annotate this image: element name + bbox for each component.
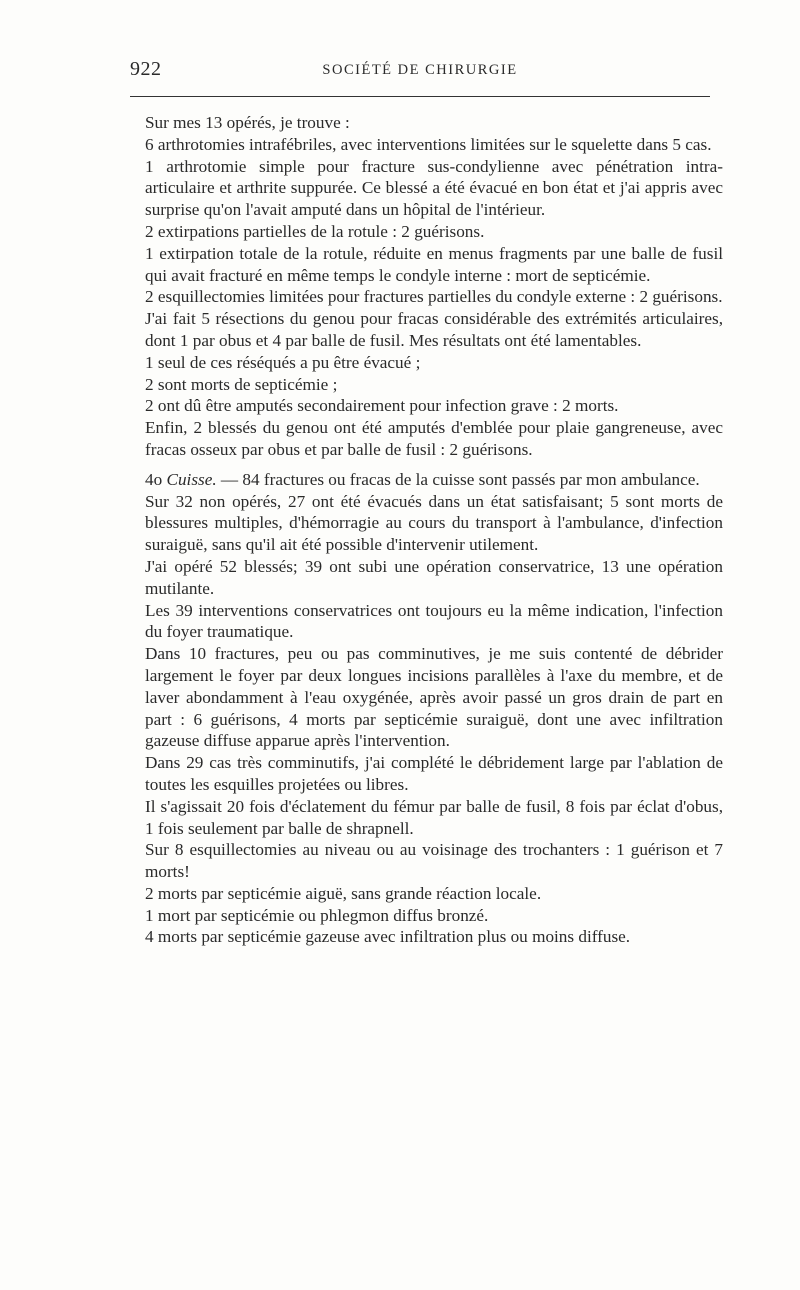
paragraph: Sur 8 esquillectomies au niveau ou au voisinage des trochanters : 1 guérison et 7 morts! xyxy=(145,840,723,882)
paragraph: 2 ont dû être amputés secondairement pour infection grave : 2 morts. xyxy=(145,396,619,416)
paragraph: 2 extirpations partielles de la rotule : 2 guérisons. xyxy=(145,221,485,241)
paragraph: Enfin, 2 blessés du genou ont été amputés d'emblée pour plaie gangreneuse, avec fracas osseux par obus et par balle de fusil : 2 guérisons. xyxy=(145,418,723,459)
paragraph: Sur mes 13 opérés, je trouve : xyxy=(145,113,350,132)
header-rule xyxy=(130,96,710,97)
paragraph: Sur 32 non opérés, 27 ont été évacués dans un état satisfaisant; 5 sont morts de blessures multiples, d'hémorragie au cours du transport à l'ambulance, d'infection suraiguë, sans qu'il ait été possible d'intervenir utilement. xyxy=(145,491,723,555)
paragraph: Dans 29 cas très comminutifs, j'ai complété le débridement large par l'ablation de toutes les esquilles projetées ou libres. xyxy=(145,753,723,794)
page-number: 922 xyxy=(130,58,162,80)
section-cuisse xyxy=(145,469,723,491)
page-header xyxy=(130,58,710,84)
paragraph: Dans 10 fractures, peu ou pas comminutives, je me suis contenté de débrider largement le foyer par deux longues incisions parallèles à l'axe du membre, et de laver abondamment à l'eau oxygénée, après avoir passé un gros drain de part en part : 6 guérisons, 4 morts par septicémie suraiguë, dont une avec infiltration gazeuse diffuse apparue après l'intervention. xyxy=(145,644,723,751)
section-text: — 84 fractures ou fracas de la cuisse sont passés par mon ambulance. xyxy=(216,469,700,489)
paragraph: Les 39 interventions conservatrices ont toujours eu la même indication, l'infection du foyer traumatique. xyxy=(145,600,723,642)
paragraph: 4 morts par septicémie gazeuse avec infiltration plus ou moins diffuse. xyxy=(145,927,631,947)
paragraph: 1 arthrotomie simple pour fracture sus-condylienne avec pénétration intra-articulaire et arthrite suppurée. Ce blessé a été évacué en bon état et j'ai appris avec surprise qu'on l'avait amputé dans un hôpital de l'intérieur. xyxy=(145,156,723,220)
section-number: 4o xyxy=(145,469,163,489)
body-text xyxy=(145,112,723,948)
paragraph: 1 extirpation totale de la rotule, réduite en menus fragments par une balle de fusil qui avait fracturé en même temps le condyle interne : mort de septicémie. xyxy=(145,243,723,285)
paragraph: 6 arthrotomies intrafébriles, avec interventions limitées sur le squelette dans 5 cas. xyxy=(145,134,712,154)
paragraph: J'ai fait 5 résections du genou pour fracas considérable des extrémités articulaires, dont 1 par obus et 4 par balle de fusil. Mes résultats ont été lamentables. xyxy=(145,309,723,350)
paragraph: 2 morts par septicémie aiguë, sans grande réaction locale. xyxy=(145,883,542,903)
running-head: SOCIÉTÉ DE CHIRURGIE xyxy=(322,62,518,78)
paragraph: J'ai opéré 52 blessés; 39 ont subi une opération conservatrice, 13 une opération mutilante. xyxy=(145,556,723,598)
section-title: Cuisse. xyxy=(166,469,217,489)
paragraph: Il s'agissait 20 fois d'éclatement du fémur par balle de fusil, 8 fois par éclat d'obus, 1 fois seulement par balle de shrapnell. xyxy=(145,796,723,838)
paragraph: 2 esquillectomies limitées pour fractures partielles du condyle externe : 2 guérisons. xyxy=(145,287,723,307)
paragraph: 2 sont morts de septicémie ; xyxy=(145,374,338,394)
paragraph: 1 mort par septicémie ou phlegmon diffus bronzé. xyxy=(145,905,489,925)
paragraph: 1 seul de ces réséqués a pu être évacué ; xyxy=(145,352,421,372)
